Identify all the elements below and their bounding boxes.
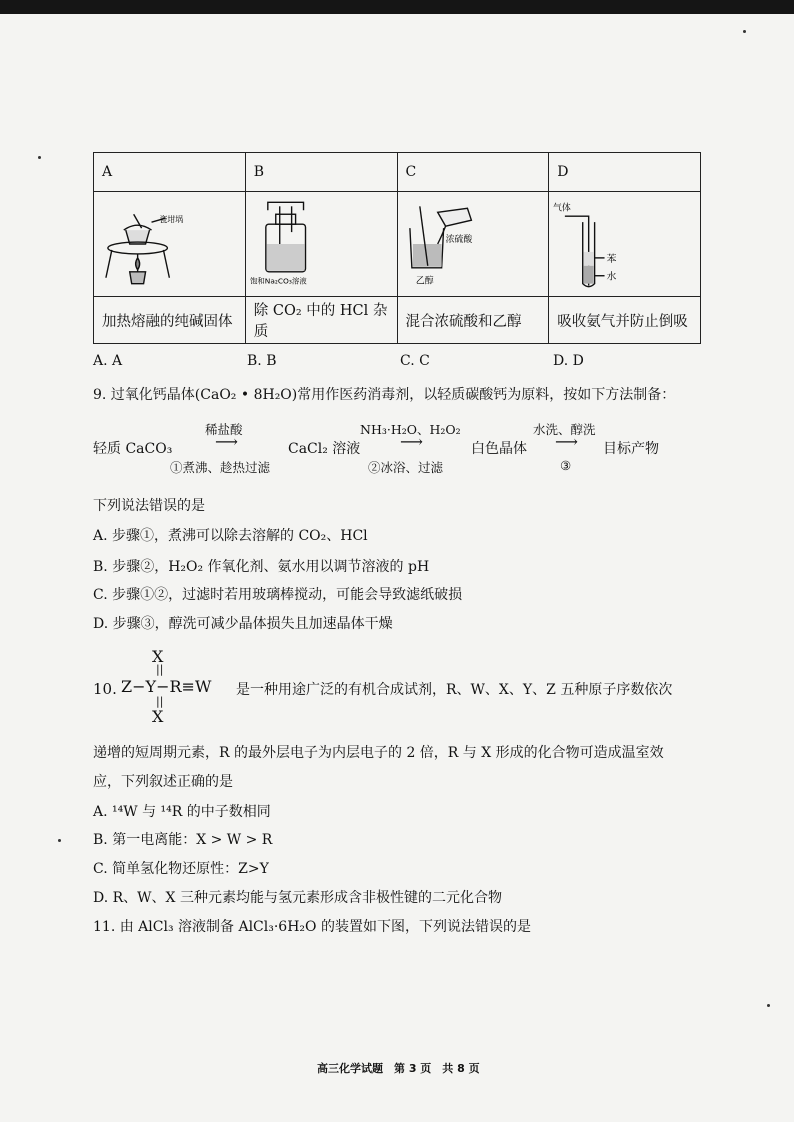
q8-figure-a [94,192,246,297]
q9-arrow-1: ⟶ [215,432,238,451]
q9-condition-3: ③ [560,458,572,473]
q8-options-table [93,152,701,344]
q8-option-b[interactable]: B. B [247,353,277,369]
acid-mixing-diagram [398,192,549,296]
q8-a-label: 瓷坩埚 [159,215,184,225]
q9-condition-1: ①煮沸、趁热过滤 [170,460,271,475]
q9-option-b[interactable]: B. 步骤②，H₂O₂ 作氧化剂、氨水用以调节溶液的 pH [93,559,430,575]
crucible-heating-diagram [94,192,245,296]
q8-figure-row [94,192,701,297]
q8-desc-c: 混合浓硫酸和乙醇 [397,297,549,344]
q8-header-c: C [397,153,549,192]
q8-figure-b [245,192,397,297]
q8-desc-a: 加热熔融的纯碱固体 [94,297,246,344]
q9-question: 下列说法错误的是 [93,498,205,514]
q10-structure-chain: Z−Y−R≡W [121,677,212,696]
scan-speck [38,156,41,159]
q11-stem: 11. 由 AlCl₃ 溶液制备 AlCl₃·6H₂O 的装置如下图，下列说法错误的是 [93,919,531,935]
q9-reagent-1: 稀盐酸 [205,422,243,437]
q9-arrow-2: ⟶ [400,432,423,451]
q10-double-bond-top: || [156,663,164,676]
q8-d-label-gas: 气体 [553,203,572,214]
q8-figure-c [397,192,549,297]
q10-double-bond-bottom: || [156,695,164,708]
q9-stem: 9. 过氧化钙晶体(CaO₂ • 8H₂O)常用作医药消毒剂，以轻质碳酸钙为原料，按如下方法制备： [93,387,676,403]
q8-c-label-2: 乙醇 [415,276,434,287]
q10-stem-part-2: 递增的短周期元素，R 的最外层电子为内层电子的 2 倍，R 与 X 形成的化合物可造成温室效 [93,745,664,761]
q8-d-label-2: 水 [606,271,617,283]
q10-structure-bottom: X [152,707,164,726]
q9-option-a[interactable]: A. 步骤①，煮沸可以除去溶解的 CO₂、HCl [93,528,368,544]
q8-description-row [94,297,701,344]
q8-c-label-1: 浓硫酸 [445,235,472,246]
q9-end: 目标产物 [603,441,659,457]
gas-washing-bottle-diagram [246,192,397,296]
q9-reagent-2: NH₃·H₂O、H₂O₂ [360,422,461,437]
q9-start: 轻质 CaCO₃ [93,441,173,457]
q10-number: 10. [93,680,117,698]
ammonia-absorption-diagram [549,192,700,296]
q8-figure-d [549,192,701,297]
q10-option-b[interactable]: B. 第一电离能：X > W > R [93,832,273,848]
q10-stem-part-1: 是一种用途广泛的有机合成试剂，R、W、X、Y、Z 五种原子序数依次 [236,682,673,698]
page-footer: 高三化学试题 第 3 页 共 8 页 [317,1062,480,1075]
q9-option-d[interactable]: D. 步骤③，醇洗可减少晶体损失且加速晶体干燥 [93,616,393,632]
q8-header-d: D [549,153,701,192]
q10-structure-top: X [152,647,164,666]
q9-mid-2: 白色晶体 [471,441,527,457]
q8-option-c[interactable]: C. C [400,353,430,369]
scan-speck [58,839,61,842]
q8-desc-b: 除 CO₂ 中的 HCl 杂质 [245,297,397,344]
q8-option-a[interactable]: A. A [93,353,123,369]
q10-option-c[interactable]: C. 简单氢化物还原性：Z>Y [93,861,269,877]
scan-speck [743,30,746,33]
q9-condition-2: ②冰浴、过滤 [368,460,444,475]
q8-header-row [94,153,701,192]
q8-b-label: 饱和Na₂CO₃溶液 [249,276,307,286]
q9-option-c[interactable]: C. 步骤①②，过滤时若用玻璃棒搅动，可能会导致滤纸破损 [93,587,463,603]
q10-option-d[interactable]: D. R、W、X 三种元素均能与氢元素形成含非极性键的二元化合物 [93,890,502,906]
q10-option-a[interactable]: A. ¹⁴W 与 ¹⁴R 的中子数相同 [93,804,271,820]
scan-speck [767,1004,770,1007]
q8-option-d[interactable]: D. D [553,353,584,369]
q9-reagent-3: 水洗、醇洗 [533,422,596,437]
q9-mid-1: CaCl₂ 溶液 [288,441,361,457]
q8-header-a: A [94,153,246,192]
q8-header-b: B [245,153,397,192]
q8-desc-d: 吸收氨气并防止倒吸 [549,297,701,344]
q8-d-label-1: 苯 [606,253,617,265]
q10-stem-part-3: 应，下列叙述正确的是 [93,774,233,790]
q9-arrow-3: ⟶ [555,432,578,451]
